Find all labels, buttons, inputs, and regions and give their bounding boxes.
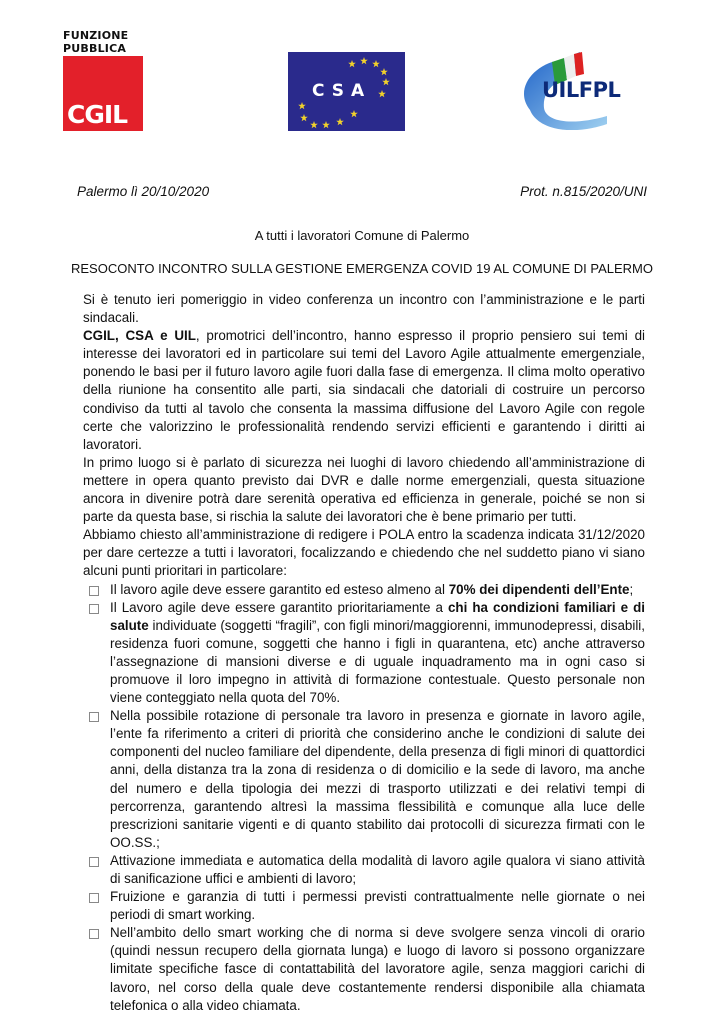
empty-checkbox-icon (89, 929, 99, 939)
star-icon (322, 121, 330, 128)
text-run: Attivazione immediata e automatica della modalità di lavoro agile qualora vi siano attività di sanificazione uffici e ambienti di lavoro; (110, 852, 645, 886)
text-run: Nell’ambito dello smart working che di norma si deve svolgere senza vincoli di orario (quindi nessun recupero della giornata lunga) e luogo di lavoro si possono organizzare limitate specifiche fasce di contattabilità del lavoratore agile, senza maggiori carichi di lavoro, nel corso della quale deve costantemente rendersi disponibile alla chiamata telefonica o alla video chiamata. (110, 925, 645, 1013)
list-item (110, 852, 645, 888)
protocol-number: Prot. n.815/2020/UNI (520, 184, 647, 199)
star-icon (380, 68, 388, 75)
paragraph (83, 454, 645, 526)
list-item (110, 581, 645, 599)
list-item (110, 924, 645, 1014)
empty-checkbox-icon (89, 586, 99, 596)
text-run: Il lavoro agile deve essere garantito ed esteso almeno al (110, 581, 449, 597)
paragraph (83, 291, 645, 327)
bold-text: 70% dei dipendenti dell’Ente (448, 581, 630, 597)
bold-text: CGIL, CSA e UIL (83, 328, 196, 344)
star-icon (360, 57, 368, 64)
paragraph (83, 327, 645, 454)
star-icon (336, 118, 344, 125)
star-icon (298, 102, 306, 109)
text-run: In primo luogo si è parlato di sicurezza nei luoghi di lavoro chiedendo all’amministrazione di mettere in opera quanto previsto dai DVR e dalle norme emergenziali, questa situazione ancora in divenire potrà dare serenità operativa ed efficienza in generale, poiché se non si parte da questa base, si rischia la salute dei lavoratori che è bene primario per tutti. (83, 454, 645, 525)
uil-logo-text: UILFPL (542, 78, 621, 102)
text-run: Si è tenuto ieri pomeriggio in video conferenza un incontro con l’amministrazione e le parti sindacali. (83, 292, 645, 326)
cgil-logo (63, 29, 145, 131)
text-run: Il Lavoro agile deve essere garantito prioritariamente a (110, 599, 448, 615)
text-run: ; (629, 581, 634, 597)
place-date: Palermo lì 20/10/2020 (77, 184, 210, 199)
list-item (110, 599, 645, 708)
text-run: individuate (soggetti “fragili”, con figli minori/maggiorenni, immunodepressi, disabili, residenza fuori comune, soggetti che hanno i figli in quarantena, etc) anche attraverso l’assegnazione di mansioni diverse e di uguale inquadramento ma in ogni caso si promuove il loro impegno in attività di formazione contestuale. Questo personale non viene conteggiato nella quota del 70%. (110, 617, 645, 706)
csa-logo-text: CSA (312, 81, 372, 101)
list-item (110, 707, 645, 852)
star-icon (350, 110, 358, 117)
star-icon (310, 121, 318, 128)
uil-logo (512, 50, 642, 130)
text-run: Fruizione e garanzia di tutti i permessi previsti contrattualmente nelle giornate o nei periodi di smart working. (110, 889, 645, 923)
empty-checkbox-icon (89, 857, 99, 867)
priority-list (83, 581, 645, 1015)
cgil-logo-subtitle: FUNZIONE PUBBLICA (63, 29, 129, 55)
cgil-logo-text: CGIL (67, 100, 128, 129)
document-body (83, 291, 645, 1015)
star-icon (300, 114, 308, 121)
star-icon (382, 78, 390, 85)
star-icon (372, 60, 380, 67)
text-run: , promotrici dell’incontro, hanno espresso il proprio pensiero sui temi di interesse dei lavoratori ed in particolare sui temi del Lavoro Agile attualmente emergenziale, ponendo le basi per il futuro lavoro agile fuori dalla fase di emergenza. Il clima molto operativo della riunione ha consentito alle parti, sia sindacali che datoriali di costruire un percorso condiviso da tutti al tavolo che consenta la massima diffusione del Lavoro Agile con regole certe che valorizzino le professionalità rendendo servizi efficienti e garantendo i diritti ai lavoratori. (83, 328, 645, 452)
csa-logo (288, 52, 405, 131)
star-icon (378, 90, 386, 97)
star-icon (348, 60, 356, 67)
bold-text: chi ha condizioni familiari e di salute (110, 599, 645, 633)
document-title: RESOCONTO INCONTRO SULLA GESTIONE EMERGENZA COVID 19 AL COMUNE DI PALERMO (71, 261, 653, 276)
empty-checkbox-icon (89, 893, 99, 903)
text-run: Abbiamo chiesto all’amministrazione di redigere i POLA entro la scadenza indicata 31/12/2020 per dare certezze a tutti i lavoratori, focalizzando e chiedendo che nel suddetto piano vi siano alcuni punti prioritari in particolare: (83, 527, 645, 579)
empty-checkbox-icon (89, 712, 99, 722)
list-item (110, 888, 645, 924)
text-run: Nella possibile rotazione di personale tra lavoro in presenza e giornate in lavoro agile, l’ente fa riferimento a criteri di priorità che considerino anche le condizioni di salute dei componenti del nucleo familiare del dipendente, della presenza di figli minori di quattordici anni, della distanza tra la zona di residenza o di domicilio e la sede di lavoro, ma anche del numero e della tipologia dei mezzi di trasporto utilizzati e dei relativi tempi di percorrenza, garantendo altresì la massima flessibilità e comunque alla luce delle prescrizioni sanitarie vigenti e di quanto stabilito dai protocolli di sicurezza firmati con le OO.SS.; (110, 708, 645, 850)
recipient: A tutti i lavoratori Comune di Palermo (254, 228, 470, 243)
empty-checkbox-icon (89, 604, 99, 614)
paragraph (83, 526, 645, 580)
